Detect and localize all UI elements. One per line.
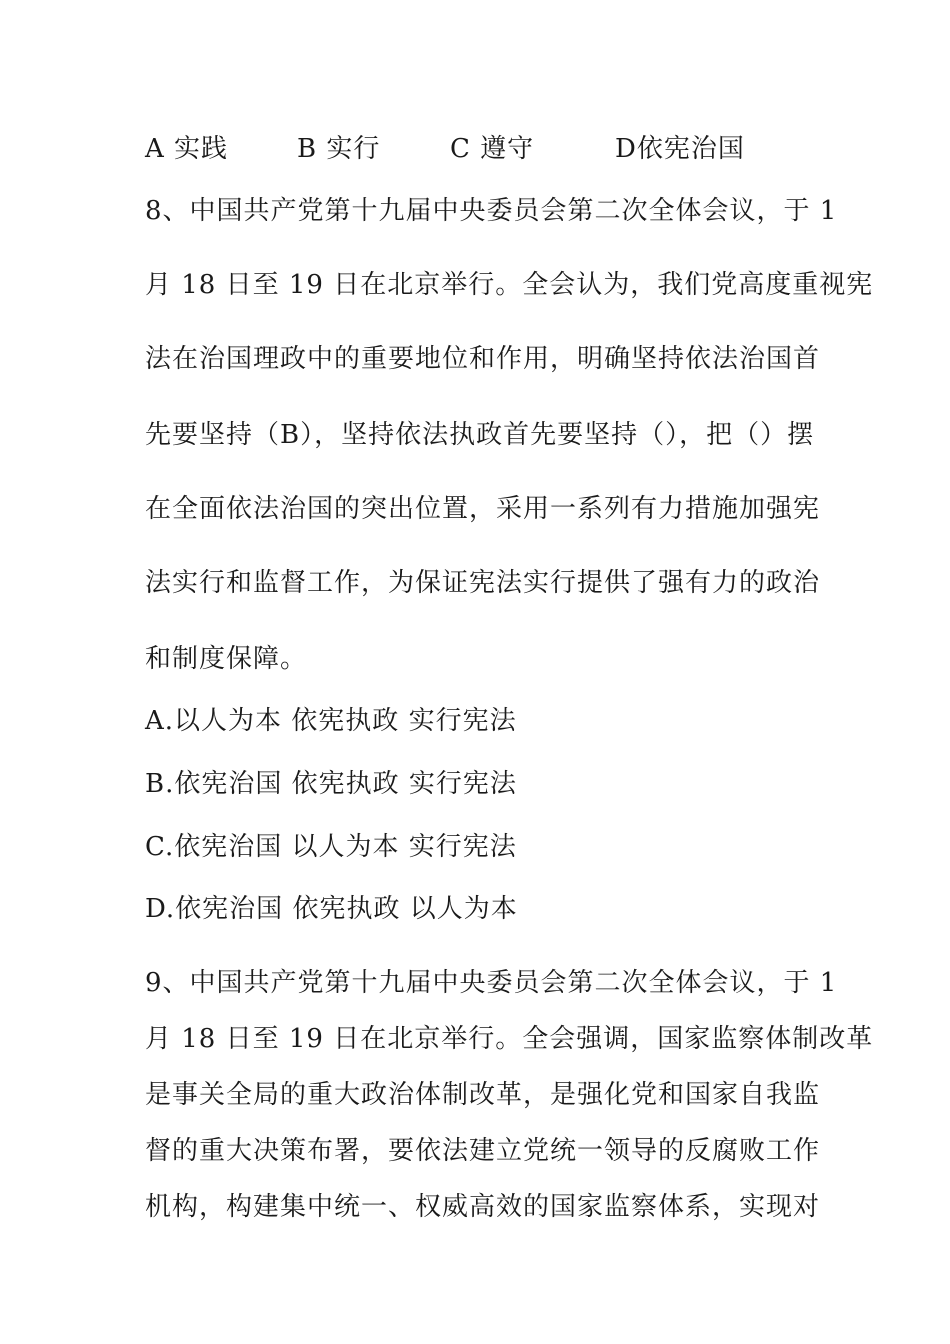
q8-line-7: 和制度保障。	[145, 644, 308, 674]
q8-option-d: D.依宪治国 依宪执政 以人为本	[145, 894, 518, 924]
q7-option-d: D依宪治国	[615, 134, 745, 164]
q9-line-5: 机构，构建集中统一、权威高效的国家监察体系，实现对	[145, 1192, 821, 1222]
q8-line-3: 法在治国理政中的重要地位和作用，明确坚持依法治国首	[145, 344, 821, 374]
q8-line-5: 在全面依法治国的突出位置，采用一系列有力措施加强宪	[145, 494, 821, 524]
q8-line-6: 法实行和监督工作，为保证宪法实行提供了强有力的政治	[145, 568, 821, 598]
q8-option-b: B.依宪治国 依宪执政 实行宪法	[145, 769, 517, 799]
q9-line-2: 月 18 日至 19 日在北京举行。全会强调，国家监察体制改革	[145, 1024, 874, 1054]
q7-option-a: A 实践	[145, 134, 229, 164]
q8-line-1: 8、中国共产党第十九届中央委员会第二次全体会议，于 1	[145, 196, 838, 226]
q9-line-4: 督的重大决策布署，要依法建立党统一领导的反腐败工作	[145, 1136, 821, 1166]
q7-option-c: C 遵守	[450, 134, 535, 164]
q9-line-1: 9、中国共产党第十九届中央委员会第二次全体会议，于 1	[145, 968, 838, 998]
q8-option-c: C.依宪治国 以人为本 实行宪法	[145, 832, 517, 862]
q8-line-2: 月 18 日至 19 日在北京举行。全会认为，我们党高度重视宪	[145, 270, 874, 300]
q8-line-4: 先要坚持（B），坚持依法执政首先要坚持（），把（）摆	[145, 420, 815, 450]
q7-option-b: B 实行	[297, 134, 381, 164]
q9-line-3: 是事关全局的重大政治体制改革，是强化党和国家自我监	[145, 1080, 821, 1110]
q8-option-a: A.以人为本 依宪执政 实行宪法	[145, 706, 517, 736]
